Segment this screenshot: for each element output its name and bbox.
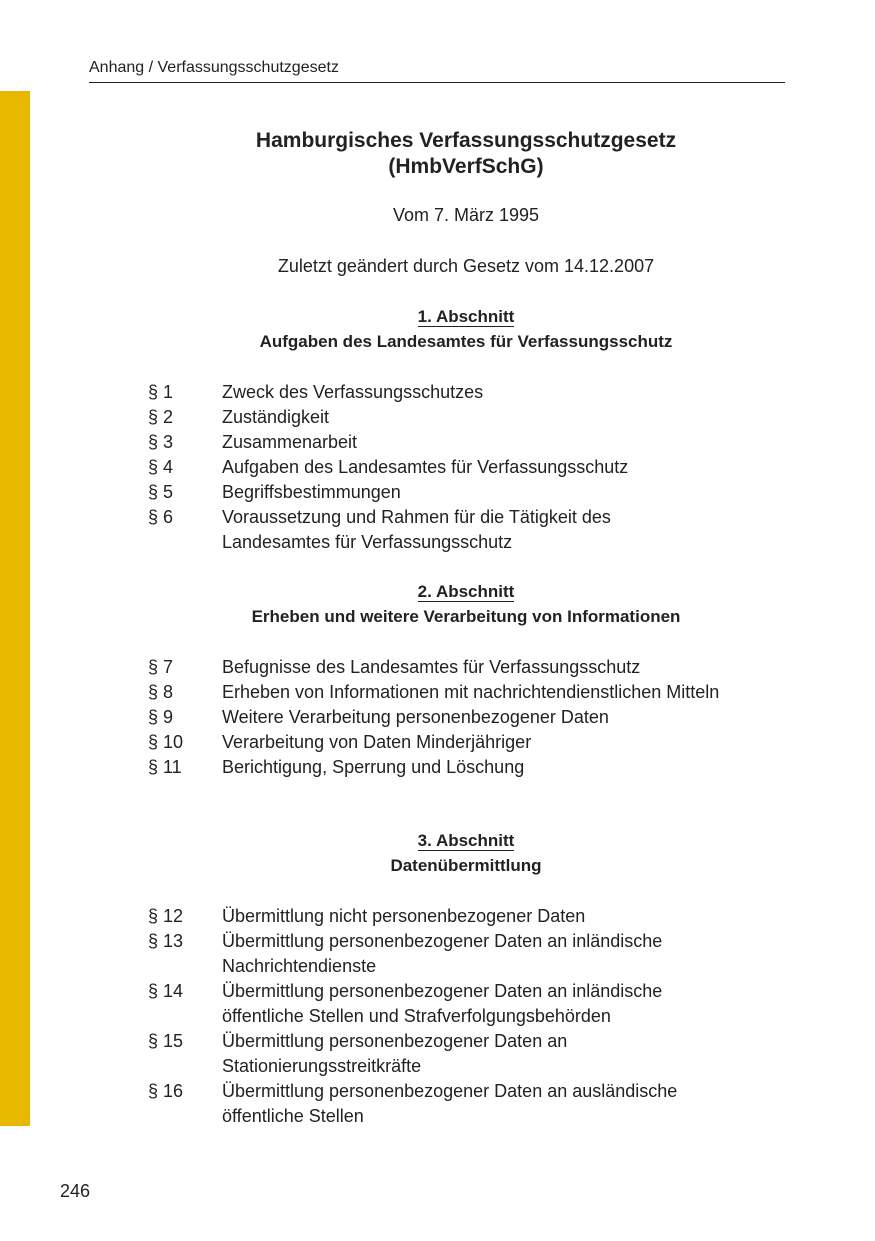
list-item: § 2 Zuständigkeit [148,407,330,427]
running-header: Anhang / Verfassungsschutzgesetz [89,59,339,76]
title-line-1: Hamburgisches Verfassungsschutzgesetz [255,129,677,152]
list-item: § 13 Übermittlung personenbezogener Daten an inländische Nachrichtendienste [148,931,663,976]
list-item: § 9 Weitere Verarbeitung personenbezogener Daten [148,707,609,727]
document-date: Vom 7. März 1995 [392,205,540,225]
list-item: § 11 Berichtigung, Sperrung und Löschung [148,757,525,777]
page-number: 246 [60,1181,91,1201]
header-rule [89,82,785,83]
list-item: § 10 Verarbeitung von Daten Minderjähriger [148,732,532,752]
document-title [148,128,784,180]
list-item: § 8 Erheben von Informationen mit nachrichtendienstlichen Mitteln [148,682,720,702]
list-item: § 1 Zweck des Verfassungsschutzes [148,382,484,402]
list-item: § 14 Übermittlung personenbezogener Daten an inländische öffentliche Stellen und Strafverfolgungsbehörden [148,981,663,1026]
list-item: § 5 Begriffsbestimmungen [148,482,401,502]
list-item: § 7 Befugnisse des Landesamtes für Verfassungsschutz [148,657,641,677]
section-1-title: Aufgaben des Landesamtes für Verfassungsschutz [259,332,673,351]
section-3-title: Datenübermittlung [390,856,542,875]
list-item: § 16 Übermittlung personenbezogener Daten an ausländische öffentliche Stellen [148,1081,678,1126]
list-item: § 3 Zusammenarbeit [148,432,358,452]
list-item: § 6 Voraussetzung und Rahmen für die Tätigkeit des Landesamtes für Verfassungsschutz [148,507,611,552]
yellow-side-bar [0,91,30,1126]
section-2-number: 2. Abschnitt [417,582,515,601]
list-item: § 15 Übermittlung personenbezogener Daten an Stationierungsstreitkräfte [148,1031,568,1076]
list-item: § 12 Übermittlung nicht personenbezogener Daten [148,906,586,926]
list-item: § 4 Aufgaben des Landesamtes für Verfassungsschutz [148,457,629,477]
section-2-list [148,655,788,780]
title-line-2: (HmbVerfSchG) [388,155,544,178]
section-1-number: 1. Abschnitt [417,307,515,326]
section-2-title: Erheben und weitere Verarbeitung von Informationen [251,607,681,626]
amendment-note: Zuletzt geändert durch Gesetz vom 14.12.2007 [277,256,655,276]
section-1-list [148,380,788,555]
section-3-number: 3. Abschnitt [417,831,515,850]
section-3-list [148,904,788,1129]
